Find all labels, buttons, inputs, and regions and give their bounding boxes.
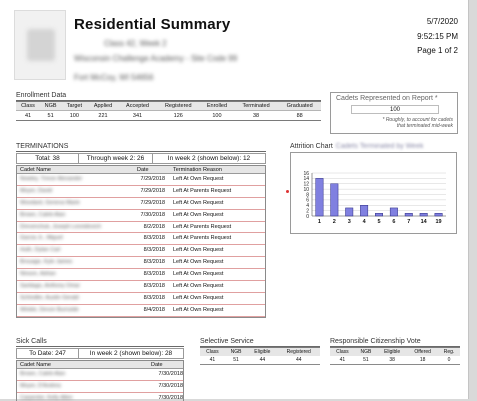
enrollment-target: 100 bbox=[61, 111, 87, 121]
citizenship-label: Responsible Citizenship Vote bbox=[330, 338, 421, 345]
sick-call-cadet-name bbox=[17, 369, 135, 380]
citizenship-header-row bbox=[330, 348, 460, 356]
chart-bar bbox=[420, 213, 427, 216]
citizenship-values-row bbox=[330, 356, 460, 365]
termination-reason: Left At Own Request bbox=[173, 247, 224, 254]
enrollment-graduated: 88 bbox=[278, 111, 321, 121]
chart-x-tick-label: 7 bbox=[407, 219, 411, 225]
termination-row bbox=[17, 233, 265, 245]
termination-cadet-name-text: Schindler, Austin Gerald bbox=[20, 294, 79, 301]
termination-cadet-name-text: Huth, Dylan Carl bbox=[20, 247, 61, 254]
termination-cadet-name-text: Woodard, Geneva Marie bbox=[20, 199, 80, 206]
ss-col-ngb: NGB bbox=[225, 348, 247, 356]
enrollment-accepted: 341 bbox=[119, 111, 157, 121]
report-subtitle-site: Wisconsin Challenge Academy - Site Code 99 bbox=[74, 54, 238, 63]
chart-bar bbox=[331, 184, 338, 216]
sick-call-cadet-name-text: Brown, Caleb Alan bbox=[20, 371, 66, 377]
termination-date: 7/29/2018 bbox=[140, 187, 165, 194]
ss-col-registered: Registered bbox=[278, 348, 320, 356]
termination-reason: Left At Own Request bbox=[173, 211, 224, 218]
termination-date: 8/3/2018 bbox=[143, 294, 165, 301]
cit-col-ngb: NGB bbox=[355, 348, 377, 356]
chart-y-tick-label: 12 bbox=[303, 181, 309, 188]
enrollment-applied: 221 bbox=[88, 111, 119, 121]
enrollment-class: 41 bbox=[16, 111, 40, 121]
termination-row bbox=[17, 198, 265, 210]
termination-date: 8/3/2018 bbox=[143, 247, 165, 254]
cit-col-offered: Offered bbox=[407, 348, 438, 356]
termination-reason: Left At Parents Request bbox=[173, 235, 232, 242]
termination-reason: Left At Own Request bbox=[173, 271, 224, 278]
chart-bar bbox=[316, 178, 323, 216]
attrition-chart-title bbox=[290, 143, 423, 150]
termination-reason: Left At Own Request bbox=[173, 294, 224, 301]
termination-cadet-name-text: Garcia Jr., Miguel bbox=[20, 235, 63, 242]
page-scroll-edge[interactable] bbox=[468, 0, 477, 401]
chart-bar bbox=[360, 205, 367, 216]
termination-cadet-name bbox=[17, 233, 135, 244]
termination-row bbox=[17, 174, 265, 186]
enrollment-table bbox=[16, 101, 321, 121]
termination-row bbox=[17, 210, 265, 222]
academy-logo bbox=[14, 10, 66, 80]
selective-service-values-row bbox=[200, 356, 320, 365]
enrollment-col-graduated: Graduated bbox=[278, 102, 321, 111]
enrollment-enrolled: 100 bbox=[200, 111, 234, 121]
termination-row bbox=[17, 293, 265, 305]
terminations-in-week: In week 2 (shown below): 12 bbox=[167, 155, 251, 162]
ss-eligible: 44 bbox=[247, 356, 277, 365]
enrollment-header-row bbox=[16, 102, 321, 111]
enrollment-col-terminated: Terminated bbox=[234, 102, 278, 111]
termination-cadet-name-text: Ninson, Adrian bbox=[20, 271, 56, 278]
sick-call-date: 7/30/2018 bbox=[158, 394, 183, 401]
attrition-chart-subtitle: Cadets Terminated by Week bbox=[335, 143, 424, 150]
termination-cadet-name-text: Santiago, Anthony Omar bbox=[20, 283, 80, 290]
chart-y-tick-label: 16 bbox=[303, 171, 309, 177]
enrollment-registered: 126 bbox=[156, 111, 200, 121]
chart-bar bbox=[390, 208, 397, 216]
termination-cadet-name-text: Brown, Caleb Alan bbox=[20, 211, 66, 218]
cit-eligible: 38 bbox=[377, 356, 407, 365]
cadets-represented-value: 100 bbox=[351, 105, 439, 114]
sick-call-cadet-name-text: Moyer, D'Andrea bbox=[20, 382, 61, 389]
sick-call-row bbox=[17, 381, 183, 393]
terminations-col-date: Date bbox=[137, 167, 149, 173]
cadets-note-line2: that terminated mid-week bbox=[396, 123, 453, 129]
termination-cadet-name bbox=[17, 186, 135, 197]
termination-row bbox=[17, 245, 265, 257]
termination-cadet-name bbox=[17, 257, 135, 268]
cit-offered: 18 bbox=[407, 356, 438, 365]
termination-date: 7/29/2018 bbox=[140, 176, 165, 182]
termination-reason: Left At Own Request bbox=[173, 306, 224, 313]
chart-y-tick-label: 14 bbox=[303, 176, 309, 183]
termination-date: 8/3/2018 bbox=[143, 259, 165, 266]
chart-bar bbox=[435, 213, 442, 216]
sick-call-date: 7/30/2018 bbox=[158, 371, 183, 377]
sick-call-row bbox=[17, 369, 183, 381]
terminations-rule bbox=[16, 151, 266, 152]
enrollment-col-target: Target bbox=[61, 102, 87, 111]
cadets-represented-box bbox=[330, 92, 458, 134]
chart-y-tick-label: 10 bbox=[303, 186, 309, 193]
sick-call-cadet-name bbox=[17, 393, 135, 401]
termination-row bbox=[17, 257, 265, 269]
sick-calls-list-header bbox=[17, 361, 183, 369]
page-title: Residential Summary bbox=[74, 16, 231, 33]
termination-cadet-name bbox=[17, 281, 135, 292]
page-number: Page 1 of 2 bbox=[417, 46, 458, 55]
termination-cadet-name bbox=[17, 305, 135, 316]
chart-y-tick-label: 2 bbox=[306, 208, 309, 215]
terminations-label: TERMINATIONS bbox=[16, 143, 69, 150]
sick-calls-list bbox=[16, 360, 184, 401]
termination-cadet-name-text: Drevenchuk, Joseph Leonidovich bbox=[20, 223, 102, 230]
terminations-list bbox=[16, 165, 266, 318]
ss-col-eligible: Eligible bbox=[247, 348, 277, 356]
sick-calls-rule bbox=[16, 346, 184, 347]
sick-calls-to-date: To Date: 247 bbox=[17, 349, 79, 358]
termination-reason: Left At Parents Request bbox=[173, 187, 232, 194]
enrollment-col-registered: Registered bbox=[156, 102, 200, 111]
ss-class: 41 bbox=[200, 356, 225, 365]
enrollment-col-ngb: NGB bbox=[40, 102, 61, 111]
chart-bar bbox=[405, 213, 412, 216]
chart-x-tick-label: 3 bbox=[347, 219, 351, 225]
sick-calls-col-name: Cadet Name bbox=[20, 362, 51, 368]
report-time: 9:52:15 PM bbox=[417, 32, 458, 41]
cadets-note-line1: * Roughly, to account for cadets bbox=[382, 117, 453, 123]
sick-calls-col-date: Date bbox=[151, 362, 163, 368]
termination-cadet-name bbox=[17, 198, 135, 209]
chart-y-tick-label: 8 bbox=[306, 192, 309, 199]
termination-reason: Left At Own Request bbox=[173, 176, 224, 182]
termination-cadet-name bbox=[17, 293, 135, 304]
attrition-bar-chart bbox=[292, 171, 454, 231]
enrollment-col-applied: Applied bbox=[88, 102, 119, 111]
termination-cadet-name bbox=[17, 269, 135, 280]
sick-call-cadet-name-text: Carpenter, Kelly Allen bbox=[20, 394, 73, 401]
terminations-summary-bar bbox=[16, 153, 266, 164]
chart-x-tick-label: 19 bbox=[435, 219, 442, 225]
termination-row bbox=[17, 222, 265, 234]
sick-calls-in-week: In week 2 (shown below): 28 bbox=[89, 350, 173, 357]
cit-col-class: Class bbox=[330, 348, 355, 356]
chart-x-tick-label: 1 bbox=[317, 219, 321, 225]
sick-calls-summary-bar bbox=[16, 348, 184, 359]
report-subtitle-class: Class 42, Week 2 bbox=[104, 39, 167, 48]
chart-x-tick-label: 14 bbox=[420, 219, 427, 225]
chart-x-tick-label: 2 bbox=[332, 219, 336, 225]
termination-cadet-name bbox=[17, 210, 135, 221]
chart-x-tick-label: 6 bbox=[392, 219, 396, 225]
chart-y-tick-label: 4 bbox=[306, 203, 309, 210]
selective-service-label: Selective Service bbox=[200, 338, 254, 345]
sick-call-date: 7/30/2018 bbox=[158, 382, 183, 389]
termination-cadet-name-text: Brouage, Kyle James bbox=[20, 259, 73, 266]
enrollment-terminated: 38 bbox=[234, 111, 278, 121]
sick-call-cadet-name bbox=[17, 381, 135, 392]
sick-calls-label: Sick Calls bbox=[16, 338, 47, 345]
chart-anchor-marker bbox=[286, 190, 289, 193]
ss-registered: 44 bbox=[278, 356, 320, 365]
termination-row bbox=[17, 305, 265, 317]
enrollment-ngb: 51 bbox=[40, 111, 61, 121]
report-date: 5/7/2020 bbox=[426, 17, 458, 26]
terminations-list-header bbox=[17, 166, 265, 174]
cit-ngb: 51 bbox=[355, 356, 377, 365]
sick-call-row bbox=[17, 393, 183, 401]
attrition-chart-title-text: Attrition Chart bbox=[290, 143, 333, 150]
termination-row bbox=[17, 186, 265, 198]
selective-service-header-row bbox=[200, 348, 320, 356]
report-subtitle-location: Fort McCoy, WI 54656 bbox=[74, 73, 154, 82]
logo-emblem-icon bbox=[27, 29, 55, 61]
chart-y-tick-label: 0 bbox=[306, 213, 309, 220]
termination-cadet-name bbox=[17, 174, 135, 185]
enrollment-col-accepted: Accepted bbox=[119, 102, 157, 111]
ss-ngb: 51 bbox=[225, 356, 247, 365]
termination-date: 8/3/2018 bbox=[143, 283, 165, 290]
cit-col-reg: Reg. bbox=[438, 348, 460, 356]
termination-date: 7/29/2018 bbox=[140, 199, 165, 206]
terminations-through-week: Through week 2: 26 bbox=[79, 154, 153, 163]
ss-col-class: Class bbox=[200, 348, 225, 356]
termination-date: 7/30/2018 bbox=[140, 211, 165, 218]
cit-class: 41 bbox=[330, 356, 355, 365]
chart-x-tick-label: 5 bbox=[377, 219, 381, 225]
termination-date: 8/4/2018 bbox=[143, 306, 165, 313]
chart-bar bbox=[375, 213, 382, 216]
termination-date: 8/2/2018 bbox=[143, 223, 165, 230]
cadets-represented-title: Cadets Represented on Report * bbox=[336, 95, 438, 102]
termination-date: 8/3/2018 bbox=[143, 235, 165, 242]
citizenship-table bbox=[330, 347, 460, 365]
termination-cadet-name-text: Nowley, Trevor Alexander bbox=[20, 176, 83, 182]
termination-cadet-name bbox=[17, 245, 135, 256]
termination-row bbox=[17, 269, 265, 281]
termination-reason: Left At Parents Request bbox=[173, 223, 232, 230]
termination-cadet-name-text: Moyer, David bbox=[20, 187, 53, 194]
termination-row bbox=[17, 281, 265, 293]
termination-cadet-name bbox=[17, 222, 135, 233]
chart-bar bbox=[346, 208, 353, 216]
termination-reason: Left At Own Request bbox=[173, 259, 224, 266]
termination-cadet-name-text: Winkle, Devon Burnside bbox=[20, 306, 79, 313]
selective-service-table bbox=[200, 347, 320, 365]
termination-reason: Left At Own Request bbox=[173, 199, 224, 206]
cit-col-eligible: Eligible bbox=[377, 348, 407, 356]
chart-y-tick-label: 6 bbox=[306, 197, 309, 204]
enrollment-col-enrolled: Enrolled bbox=[200, 102, 234, 111]
chart-x-tick-label: 4 bbox=[362, 219, 366, 225]
enrollment-values-row bbox=[16, 111, 321, 121]
termination-reason: Left At Own Request bbox=[173, 283, 224, 290]
terminations-col-reason: Termination Reason bbox=[173, 167, 222, 173]
terminations-col-name: Cadet Name bbox=[20, 167, 51, 173]
enrollment-label: Enrollment Data bbox=[16, 92, 67, 99]
termination-date: 8/3/2018 bbox=[143, 271, 165, 278]
cadets-represented-note bbox=[382, 117, 453, 129]
enrollment-col-class: Class bbox=[16, 102, 40, 111]
cit-reg: 0 bbox=[438, 356, 460, 365]
terminations-total: Total: 38 bbox=[17, 154, 79, 163]
